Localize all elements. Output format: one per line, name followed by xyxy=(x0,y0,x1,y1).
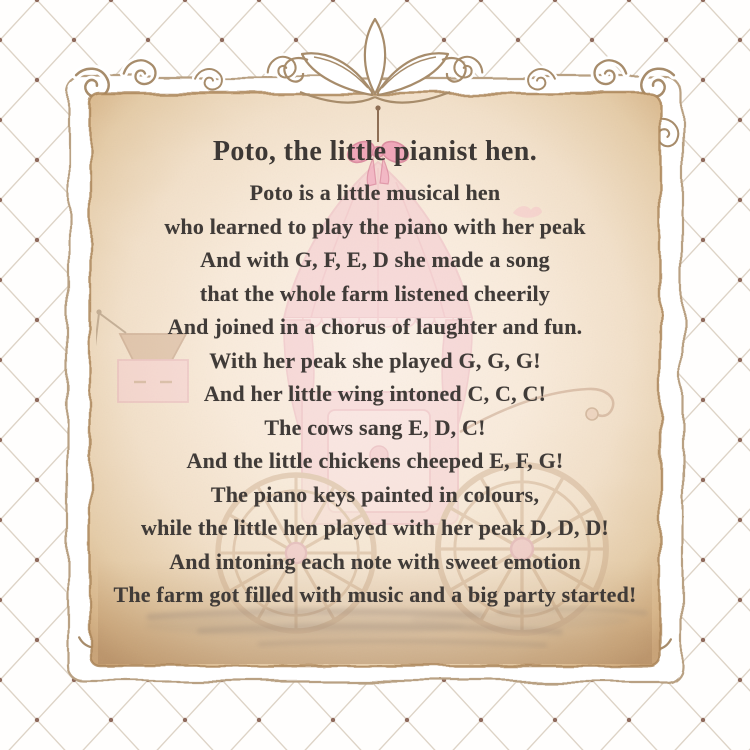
poem-line: Poto is a little musical hen xyxy=(249,180,501,205)
poem-line: With her peak she played G, G, G! xyxy=(209,347,541,373)
poem-line: And the little chickens cheeped E, F, G! xyxy=(186,448,564,473)
poem-line: And intoning each note with sweet emotion xyxy=(169,548,581,574)
poem-line: And joined in a chorus of laughter and fun. xyxy=(167,314,583,339)
poem-line: The farm got filled with music and a big party started! xyxy=(113,582,637,607)
poem-line: who learned to play the piano with her peak xyxy=(164,213,586,239)
poem-title: Poto, the little pianist hen. xyxy=(212,136,538,167)
poem-line: And with G, F, E, D she made a song xyxy=(200,247,550,272)
poem-line: The piano keys painted in colours, xyxy=(210,481,540,507)
poem-line: that the whole farm listened cheerily xyxy=(199,280,551,306)
poem-line: The cows sang E, D, C! xyxy=(264,414,486,440)
poem-line: And her little wing intoned C, C, C! xyxy=(203,381,547,406)
poem-line: while the little hen played with her peak D, D, D! xyxy=(141,515,609,540)
poem-block xyxy=(55,133,695,612)
